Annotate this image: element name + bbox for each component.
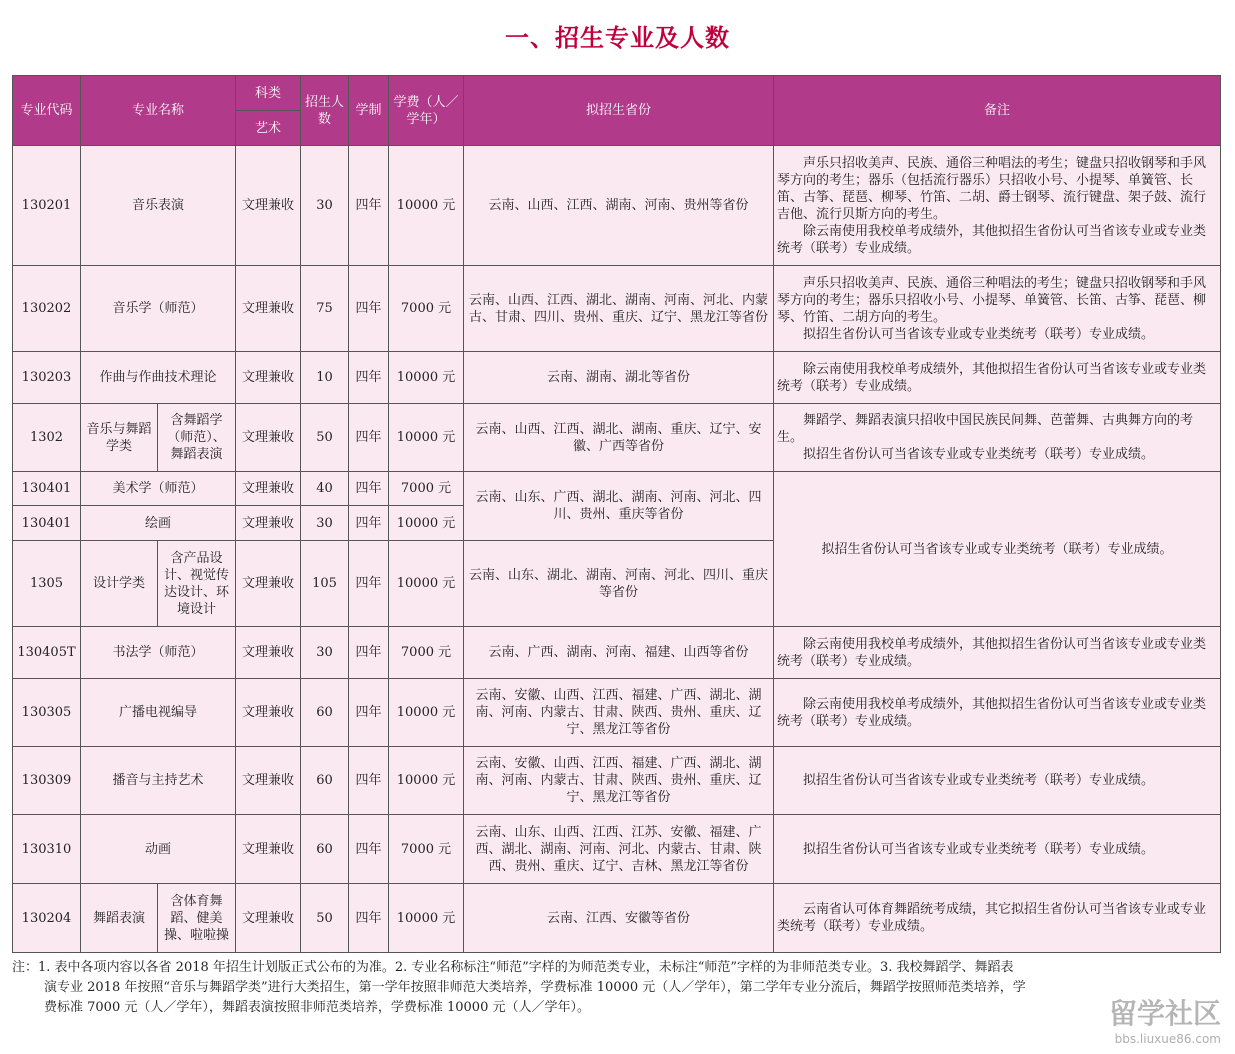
cell-category: 文理兼收 [236,472,301,506]
cell-category: 文理兼收 [236,266,301,352]
watermark-url: bbs.liuxue86.com [1114,1032,1221,1046]
cell-count: 40 [301,472,349,506]
cell-years: 四年 [349,352,389,404]
cell-fee: 10000 元 [389,747,464,815]
cell-category: 文理兼收 [236,747,301,815]
cell-years: 四年 [349,884,389,953]
cell-provinces: 云南、湖南、湖北等省份 [464,352,774,404]
table-row [13,352,1221,404]
cell-provinces: 云南、山西、江西、湖北、湖南、重庆、辽宁、安徽、广西等省份 [464,404,774,472]
cell-fee: 10000 元 [389,541,464,627]
cell-years: 四年 [349,266,389,352]
cell-remark: 除云南使用我校单考成绩外，其他拟招生省份认可当省该专业或专业类统考（联考）专业成绩。 [774,627,1221,679]
cell-provinces: 云南、山西、江西、湖南、河南、贵州等省份 [464,146,774,266]
table-row [13,146,1221,266]
cell-remark: 拟招生省份认可当省该专业或专业类统考（联考）专业成绩。 [774,472,1221,627]
cell-years: 四年 [349,541,389,627]
cell-remark: 除云南使用我校单考成绩外，其他拟招生省份认可当省该专业或专业类统考（联考）专业成绩。 [774,679,1221,747]
cell-category: 文理兼收 [236,146,301,266]
header-provinces: 拟招生省份 [464,76,774,146]
cell-count: 60 [301,815,349,884]
table-row [13,266,1221,352]
cell-remark: 声乐只招收美声、民族、通俗三种唱法的考生；键盘只招收钢琴和手风琴方向的考生；器乐只招收小号、小提琴、单簧管、长笛、古筝、琵琶、柳琴、竹笛、二胡方向的考生。 拟招生省份认可当省该专业或专业类统考（联考）专业成绩。 [774,266,1221,352]
cell-provinces: 云南、安徽、山西、江西、福建、广西、湖北、湖南、河南、内蒙古、甘肃、陕西、贵州、重庆、辽宁、黑龙江等省份 [464,679,774,747]
cell-count: 60 [301,679,349,747]
cell-remark: 除云南使用我校单考成绩外，其他拟招生省份认可当省该专业或专业类统考（联考）专业成绩。 [774,352,1221,404]
header-remark: 备注 [774,76,1221,146]
header-name: 专业名称 [81,76,236,146]
cell-code: 130309 [13,747,81,815]
cell-count: 30 [301,627,349,679]
cell-fee: 7000 元 [389,266,464,352]
cell-name: 作曲与作曲技术理论 [81,352,236,404]
cell-provinces: 云南、广西、湖南、河南、福建、山西等省份 [464,627,774,679]
cell-name: 音乐表演 [81,146,236,266]
cell-subname: 含舞蹈学（师范）、舞蹈表演 [158,404,236,472]
cell-category: 文理兼收 [236,679,301,747]
cell-code: 1305 [13,541,81,627]
cell-fee: 7000 元 [389,627,464,679]
header-category-bottom: 艺术 [236,111,301,146]
cell-count: 75 [301,266,349,352]
cell-category: 文理兼收 [236,404,301,472]
cell-count: 10 [301,352,349,404]
cell-category: 文理兼收 [236,815,301,884]
cell-code: 130405T [13,627,81,679]
cell-code: 130203 [13,352,81,404]
cell-code: 1302 [13,404,81,472]
cell-provinces: 云南、山东、山西、江西、江苏、安徽、福建、广西、湖北、湖南、河南、河北、内蒙古、甘肃、陕西、贵州、重庆、辽宁、吉林、黑龙江等省份 [464,815,774,884]
cell-remark: 云南省认可体育舞蹈统考成绩，其它拟招生省份认可当省该专业或专业类统考（联考）专业成绩。 [774,884,1221,953]
cell-name: 美术学（师范） [81,472,236,506]
footnote-line-1: 注：1. 表中各项内容以各省 2018 年招生计划版正式公布的为准。2. 专业名称标注“师范”字样的为师范类专业，未标注“师范”字样的为非师范类专业。3. 我校舞蹈学、舞蹈表 [12,960,1014,975]
watermark [1109,992,1221,1046]
watermark-logo: 留学社区 [1108,997,1221,1030]
cell-years: 四年 [349,627,389,679]
table-row [13,747,1221,815]
cell-name: 音乐与舞蹈学类 [81,404,158,472]
cell-years: 四年 [349,146,389,266]
cell-name: 音乐学（师范） [81,266,236,352]
cell-provinces: 云南、山西、江西、湖北、湖南、河南、河北、内蒙古、甘肃、四川、贵州、重庆、辽宁、黑龙江等省份 [464,266,774,352]
cell-provinces: 云南、江西、安徽等省份 [464,884,774,953]
cell-count: 30 [301,146,349,266]
cell-count: 105 [301,541,349,627]
cell-years: 四年 [349,815,389,884]
cell-years: 四年 [349,404,389,472]
cell-subname: 含产品设计、视觉传达设计、环境设计 [158,541,236,627]
table-row [13,815,1221,884]
cell-fee: 10000 元 [389,884,464,953]
page-title: 一、招生专业及人数 [505,24,730,52]
cell-name: 播音与主持艺术 [81,747,236,815]
cell-remark: 拟招生省份认可当省该专业或专业类统考（联考）专业成绩。 [774,815,1221,884]
table-row [13,679,1221,747]
cell-code: 130310 [13,815,81,884]
cell-name: 广播电视编导 [81,679,236,747]
header-fee: 学费（人／学年） [389,76,464,146]
cell-provinces: 云南、山东、广西、湖北、湖南、河南、河北、四川、贵州、重庆等省份 [464,472,774,541]
table-row [13,627,1221,679]
header-years: 学制 [349,76,389,146]
cell-fee: 10000 元 [389,506,464,541]
cell-category: 文理兼收 [236,541,301,627]
cell-remark: 声乐只招收美声、民族、通俗三种唱法的考生；键盘只招收钢琴和手风琴方向的考生；器乐（包括流行器乐）只招收小号、小提琴、单簧管、长笛、古筝、琵琶、柳琴、竹笛、二胡、爵士钢琴、流行键盘、架子鼓、流行吉他、流行贝斯方向的考生。 除云南使用我校单考成绩外，其他拟招生省份认可当省该专业或专业类统考（联考）专业成绩。 [774,146,1221,266]
header-code: 专业代码 [13,76,81,146]
header-category-top: 科类 [236,76,301,111]
cell-years: 四年 [349,679,389,747]
cell-count: 60 [301,747,349,815]
cell-code: 130201 [13,146,81,266]
footnote-line-3: 费标准 7000 元（人／学年），舞蹈表演按照非师范类培养，学费标准 10000 元（人／学年）。 [44,1000,590,1015]
table-row [13,404,1221,472]
cell-count: 50 [301,884,349,953]
cell-fee: 10000 元 [389,679,464,747]
table-row [13,884,1221,953]
cell-name: 设计学类 [81,541,158,627]
cell-code: 130202 [13,266,81,352]
cell-name: 书法学（师范） [81,627,236,679]
cell-fee: 10000 元 [389,404,464,472]
cell-count: 50 [301,404,349,472]
cell-name: 舞蹈表演 [81,884,158,953]
cell-years: 四年 [349,747,389,815]
cell-fee: 10000 元 [389,146,464,266]
cell-category: 文理兼收 [236,884,301,953]
header-count: 招生人数 [301,76,349,146]
cell-remark: 舞蹈学、舞蹈表演只招收中国民族民间舞、芭蕾舞、古典舞方向的考生。 拟招生省份认可当省该专业或专业类统考（联考）专业成绩。 [774,404,1221,472]
cell-category: 文理兼收 [236,506,301,541]
cell-code: 130305 [13,679,81,747]
cell-subname: 含体育舞蹈、健美操、啦啦操 [158,884,236,953]
cell-fee: 7000 元 [389,815,464,884]
cell-category: 文理兼收 [236,627,301,679]
cell-fee: 7000 元 [389,472,464,506]
cell-category: 文理兼收 [236,352,301,404]
cell-years: 四年 [349,506,389,541]
table-row [13,472,1221,506]
cell-provinces: 云南、山东、湖北、湖南、河南、河北、四川、重庆等省份 [464,541,774,627]
cell-code: 130401 [13,472,81,506]
cell-code: 130401 [13,506,81,541]
cell-count: 30 [301,506,349,541]
cell-name: 绘画 [81,506,236,541]
cell-name: 动画 [81,815,236,884]
enrollment-table [12,75,1221,953]
cell-remark: 拟招生省份认可当省该专业或专业类统考（联考）专业成绩。 [774,747,1221,815]
cell-years: 四年 [349,472,389,506]
cell-provinces: 云南、安徽、山西、江西、福建、广西、湖北、湖南、河南、内蒙古、甘肃、陕西、贵州、重庆、辽宁、黑龙江等省份 [464,747,774,815]
cell-code: 130204 [13,884,81,953]
footnotes [12,958,1220,1018]
footnote-line-2: 演专业 2018 年按照“音乐与舞蹈学类”进行大类招生，第一学年按照非师范大类培养，学费标准 10000 元（人／学年），第二学年专业分流后，舞蹈学按照师范类培养，学 [44,980,1026,995]
cell-fee: 10000 元 [389,352,464,404]
